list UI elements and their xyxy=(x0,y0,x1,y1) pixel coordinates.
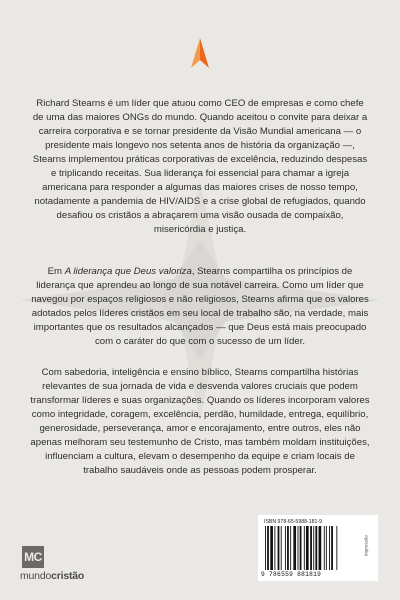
barcode-bar xyxy=(293,526,296,570)
barcode-bar xyxy=(285,526,286,570)
orange-arrowhead-icon xyxy=(191,38,209,70)
barcode-bar xyxy=(274,526,275,570)
barcode-bar xyxy=(278,526,280,570)
barcode-bar xyxy=(326,526,327,570)
barcode-bar xyxy=(270,526,273,570)
barcode-bar xyxy=(300,526,302,570)
barcode-bar xyxy=(310,526,312,570)
publisher-name-bold: cristão xyxy=(51,570,85,582)
barcode-bar xyxy=(329,526,330,570)
barcode-bar xyxy=(267,526,269,570)
barcode-area xyxy=(258,515,378,581)
barcode-bar xyxy=(281,526,282,570)
barcode-bar xyxy=(319,526,322,570)
barcode-bar xyxy=(313,526,314,570)
paragraph-2-rest: , Stearns compartilha os princípios de liderança que aprendeu ao longo de sua notável carreira. Como um líder que navegou por espaços religiosos e não religiosos, Stearns afirma que os valores adotados pelos líderes cristãos em seu local de trabalho são, na verdade, mais importantes que os resultados alcançados — que Deus está mais preocupado com o caráter do que com o sucesso de um líder. xyxy=(31,266,369,347)
print-label: Impressão xyxy=(363,535,369,557)
barcode-bar xyxy=(287,526,289,570)
barcode-digits: 9 786559 881819 xyxy=(261,571,322,578)
barcode-bar xyxy=(331,526,333,570)
barcode-bar xyxy=(265,526,266,570)
barcode-bar xyxy=(336,526,337,570)
barcode-bar xyxy=(290,526,291,570)
description-paragraph-3: Com sabedoria, inteligência e ensino bíblico, Stearns compartilha histórias relevantes de sua jornada de vida e desvenda valores cruciais que podem transformar líderes e suas organizações. Quando os líderes incorporam valores como integridade, coragem, excelência, perdão, humildade, entrega, equilíbrio, generosidade, perseverança, amor e encorajamento, entre outros, eles não apenas melhoram seu testemunho de Cristo, mas também moldam instituições, influenciam a cultura, elevam o desempenho da equipe e criam locais de trabalho saudáveis onde as pessoas podem prosperar. xyxy=(30,367,370,476)
barcode-icon xyxy=(264,526,356,570)
publisher-logo xyxy=(20,546,90,590)
paragraph-2-prefix: Em xyxy=(47,266,65,277)
book-title-italic: A liderança que Deus valoriza xyxy=(64,266,192,277)
barcode-bar xyxy=(315,526,317,570)
barcode-bar xyxy=(298,526,299,570)
barcode-bar xyxy=(306,526,309,570)
barcode-bar xyxy=(324,526,325,570)
description-paragraph-1: Richard Stearns é um líder que atuou como CEO de empresas e como chefe de uma das maiores ONGs do mundo. Quando aceitou o convite para deixar a carreira corporativa e se tornar presidente da Visão Mundial americana — o presidente mais longevo nos setenta anos de história da organização —, Stearns implementou práticas corporativas de excelência, reduzindo despesas e triplicando receitas. Sua liderança foi essencial para chamar a igreja americana para responder a algumas das maiores crises de nosso tempo, notadamente a pandemia de HIV/AIDS e a crise global de refugiados, quando desafiou os cristãos a abraçarem uma visão ousada de compaixão, misericórdia e justiça. xyxy=(32,98,368,235)
publisher-monogram: MC xyxy=(22,546,44,568)
isbn-label: ISBN 978-65-5988-181-9 xyxy=(264,519,322,525)
barcode-bar xyxy=(304,526,305,570)
publisher-name xyxy=(20,570,84,582)
publisher-name-regular: mundo xyxy=(20,570,52,582)
description-paragraph-2 xyxy=(30,265,370,349)
